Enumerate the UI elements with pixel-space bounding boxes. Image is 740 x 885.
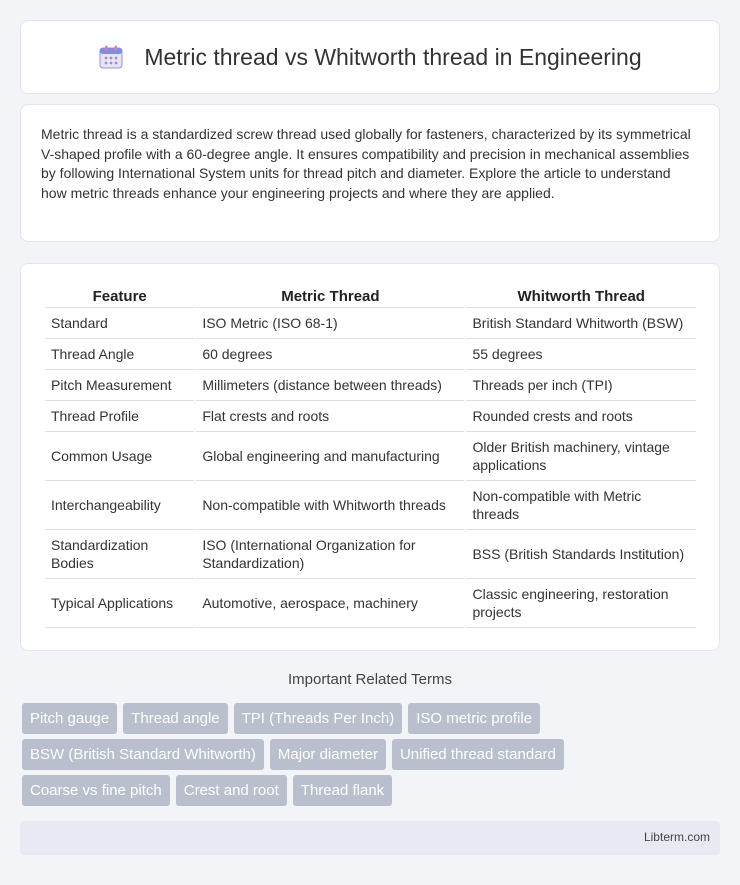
table-cell: Automotive, aerospace, machinery xyxy=(196,579,464,628)
table-cell: Interchangeability xyxy=(45,481,194,530)
tag-crest-and-root[interactable]: Crest and root xyxy=(176,775,287,806)
tag-iso-metric-profile[interactable]: ISO metric profile xyxy=(408,703,540,734)
table-row xyxy=(45,432,696,481)
tag-thread-flank[interactable]: Thread flank xyxy=(293,775,392,806)
table-row xyxy=(45,530,696,579)
table-cell: British Standard Whitworth (BSW) xyxy=(466,308,696,339)
table-row xyxy=(45,339,696,370)
tag-major-diameter[interactable]: Major diameter xyxy=(270,739,386,770)
table-cell: ISO (International Organization for Standardization) xyxy=(196,530,464,579)
table-cell: Standard xyxy=(45,308,194,339)
table-cell: Thread Angle xyxy=(45,339,194,370)
tag-row xyxy=(22,703,722,734)
comparison-table xyxy=(43,284,698,628)
table-cell: Typical Applications xyxy=(45,579,194,628)
tag-unified-thread-standard[interactable]: Unified thread standard xyxy=(392,739,564,770)
table-cell: Pitch Measurement xyxy=(45,370,194,401)
related-terms-title: Important Related Terms xyxy=(288,671,452,688)
tag-row xyxy=(22,775,722,806)
tag-tpi[interactable]: TPI (Threads Per Inch) xyxy=(234,703,403,734)
related-terms-tags xyxy=(22,703,722,811)
footer-brand[interactable]: Libterm.com xyxy=(643,830,710,844)
table-cell: Rounded crests and roots xyxy=(466,401,696,432)
table-cell: Threads per inch (TPI) xyxy=(466,370,696,401)
table-cell: 55 degrees xyxy=(466,339,696,370)
table-cell: 60 degrees xyxy=(196,339,464,370)
title-card xyxy=(20,20,720,94)
tag-thread-angle[interactable]: Thread angle xyxy=(123,703,227,734)
table-cell: Common Usage xyxy=(45,432,194,481)
table-cell: Millimeters (distance between threads) xyxy=(196,370,464,401)
table-cell: Flat crests and roots xyxy=(196,401,464,432)
tag-row xyxy=(22,739,722,770)
intro-card xyxy=(20,104,720,242)
header-feature: Feature xyxy=(45,284,194,308)
tag-coarse-vs-fine-pitch[interactable]: Coarse vs fine pitch xyxy=(22,775,170,806)
table-row xyxy=(45,308,696,339)
table-cell: Non-compatible with Whitworth threads xyxy=(196,481,464,530)
table-cell: Standardization Bodies xyxy=(45,530,194,579)
header-metric: Metric Thread xyxy=(196,284,464,308)
table-cell: Non-compatible with Metric threads xyxy=(466,481,696,530)
calendar-icon xyxy=(98,44,124,70)
tag-bsw[interactable]: BSW (British Standard Whitworth) xyxy=(22,739,264,770)
table-cell: Classic engineering, restoration projects xyxy=(466,579,696,628)
intro-text: Metric thread is a standardized screw thread used globally for fasteners, characterized by its symmetrical V-shaped profile with a 60-degree angle. It ensures compatibility and precision in mechanical assemblies by following International System units for thread pitch and diameter. Explore the article to understand how metric threads enhance your engineering projects and where they are applied. xyxy=(41,126,691,201)
header-whitworth: Whitworth Thread xyxy=(466,284,696,308)
comparison-card xyxy=(20,263,720,651)
tag-pitch-gauge[interactable]: Pitch gauge xyxy=(22,703,117,734)
table-row xyxy=(45,579,696,628)
table-header-row xyxy=(45,284,696,308)
table-row xyxy=(45,370,696,401)
table-cell: Older British machinery, vintage applications xyxy=(466,432,696,481)
table-cell: BSS (British Standards Institution) xyxy=(466,530,696,579)
table-cell: ISO Metric (ISO 68-1) xyxy=(196,308,464,339)
table-row xyxy=(45,481,696,530)
table-row xyxy=(45,401,696,432)
page-title: Metric thread vs Whitworth thread in Engineering xyxy=(144,43,642,70)
footer xyxy=(20,821,720,855)
table-cell: Global engineering and manufacturing xyxy=(196,432,464,481)
table-cell: Thread Profile xyxy=(45,401,194,432)
